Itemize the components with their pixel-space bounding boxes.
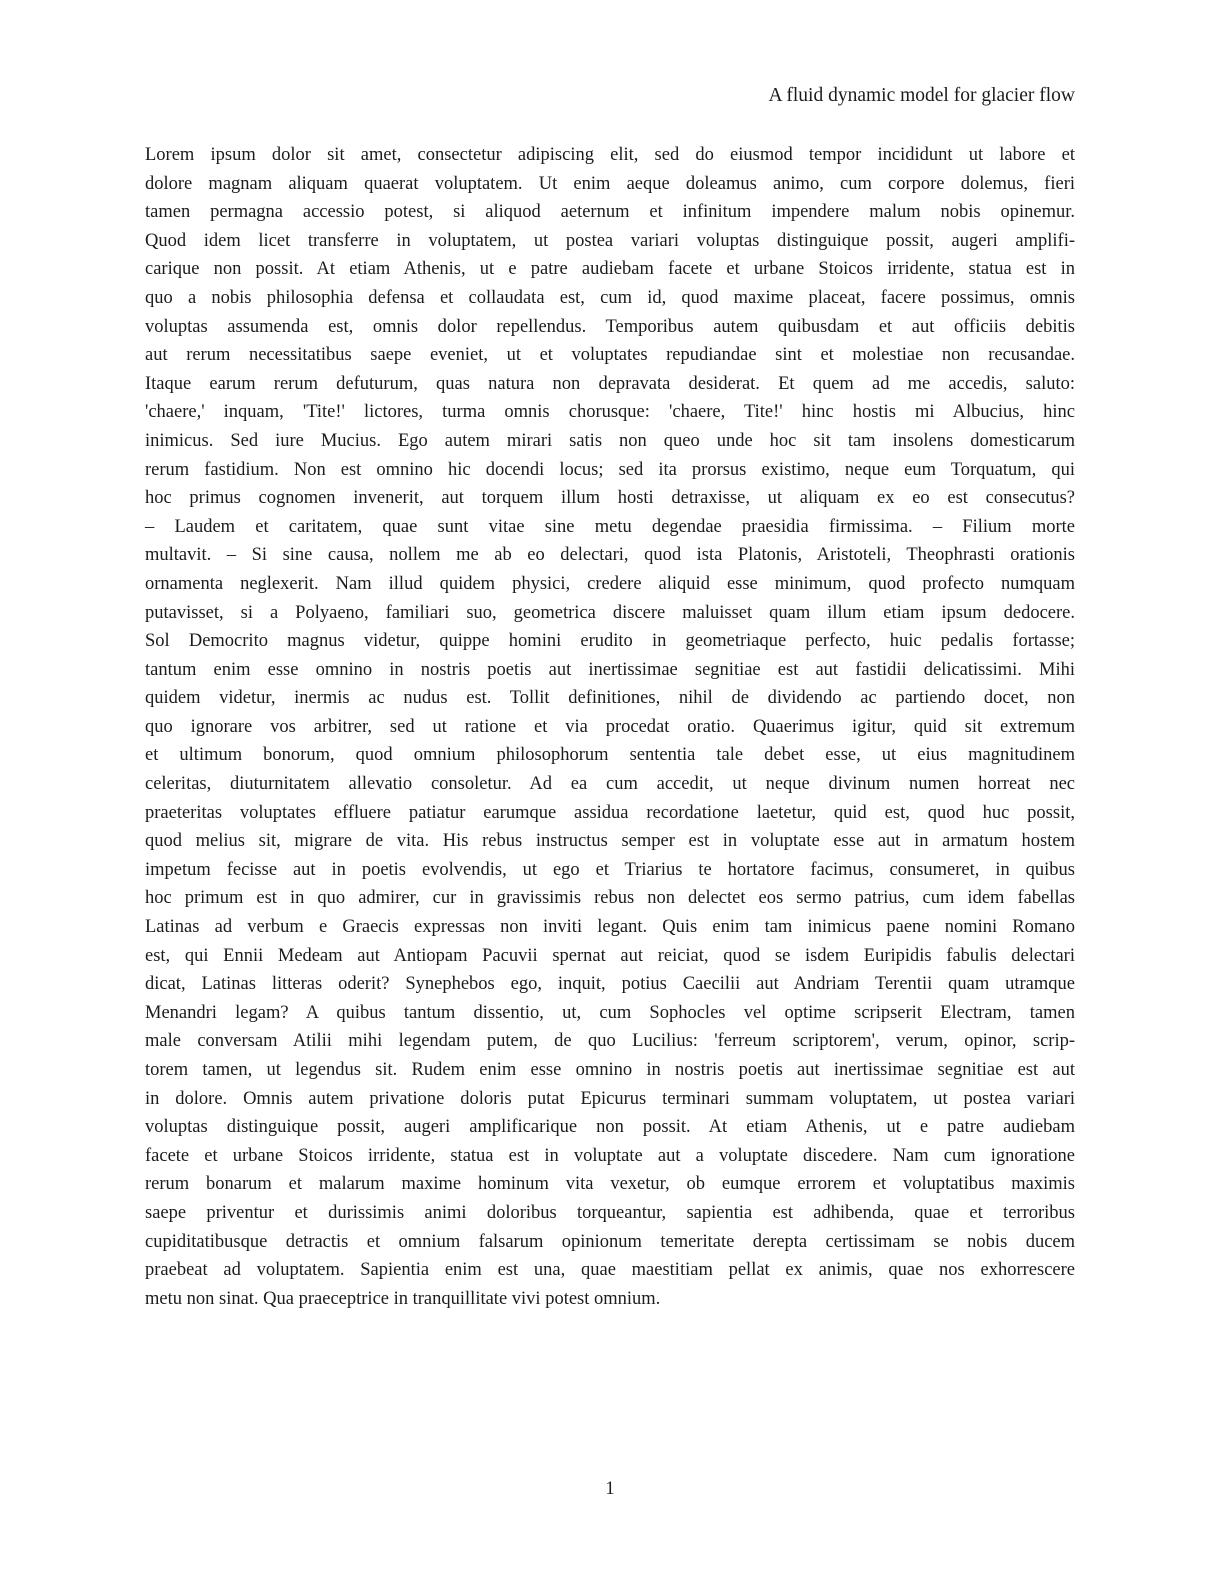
text-line: ornamenta neglexerit. Nam illud quidem physici, credere aliquid esse minimum, quod profecto numquam bbox=[145, 573, 1075, 594]
text-line: – Laudem et caritatem, quae sunt vitae sine metu degendae praesidia firmissima. – Filium morte bbox=[145, 516, 1075, 537]
text-line: cupiditatibusque detractis et omnium falsarum opinionum temeritate derepta certissimam se nobis ducem bbox=[145, 1231, 1075, 1252]
text-line: dolore magnam aliquam quaerat voluptatem. Ut enim aeque doleamus animo, cum corpore dolemus, fieri bbox=[145, 173, 1075, 194]
text-line: voluptas assumenda est, omnis dolor repellendus. Temporibus autem quibusdam et aut officiis debitis bbox=[145, 316, 1075, 337]
text-line: multavit. – Si sine causa, nollem me ab eo delectari, quod ista Platonis, Aristoteli, Theophrasti orationis bbox=[145, 545, 1075, 566]
text-line: rerum fastidium. Non est omnino hic docendi locus; sed ita prorsus existimo, neque eum Torquatum, qui bbox=[145, 459, 1075, 480]
text-line: tantum enim esse omnino in nostris poetis aut inertissimae segnitiae est aut fastidii delicatissimi. Mihi bbox=[145, 659, 1075, 680]
text-line: quo a nobis philosophia defensa et collaudata est, cum id, quod maxime placeat, facere possimus, omnis bbox=[145, 287, 1075, 308]
text-line: facete et urbane Stoicos irridente, statua est in voluptate aut a voluptate discedere. Nam cum ignoratione bbox=[145, 1145, 1075, 1166]
text-line: quo ignorare vos arbitrer, sed ut ratione et via procedat oratio. Quaerimus igitur, quid sit extremum bbox=[145, 716, 1075, 737]
text-line: quod melius sit, migrare de vita. His rebus instructus semper est in voluptate esse aut in armatum hostem bbox=[145, 831, 1075, 852]
text-line: carique non possit. At etiam Athenis, ut e patre audiebam facete et urbane Stoicos irridente, statua est in bbox=[145, 259, 1075, 280]
text-line: praebeat ad voluptatem. Sapientia enim est una, quae maestitiam pellat ex animis, quae nos exhorrescere bbox=[145, 1260, 1075, 1281]
text-line: aut rerum necessitatibus saepe eveniet, ut et voluptates repudiandae sint et molestiae non recusandae. bbox=[145, 345, 1075, 366]
text-line: metu non sinat. Qua praeceptrice in tranquillitate vivi potest omnium. bbox=[145, 1288, 661, 1309]
text-line: hoc primus cognomen invenerit, aut torquem illum hosti detraxisse, ut aliquam ex eo est consecutus? bbox=[145, 488, 1075, 509]
text-line: praeteritas voluptates effluere patiatur earumque assidua recordatione laetetur, quid est, quod huc possit, bbox=[145, 802, 1075, 823]
text-line: voluptas distinguique possit, augeri amplificarique non possit. At etiam Athenis, ut e patre audiebam bbox=[145, 1117, 1075, 1138]
text-line: dicat, Latinas litteras oderit? Synephebos ego, inquit, potius Caecilii aut Andriam Terentii quam utramque bbox=[145, 974, 1075, 995]
text-line: saepe priventur et durissimis animi doloribus torqueantur, sapientia est adhibenda, quae et terroribus bbox=[145, 1202, 1075, 1223]
text-line: in dolore. Omnis autem privatione doloris putat Epicurus terminari summam voluptatem, ut postea variari bbox=[145, 1088, 1075, 1109]
text-line: hoc primum est in quo admirer, cur in gravissimis rebus non delectet eos sermo patrius, cum idem fabellas bbox=[145, 888, 1075, 909]
text-line: male conversam Atilii mihi legendam putem, de quo Lucilius: 'ferreum scriptorem', verum, opinor, scrip- bbox=[145, 1031, 1075, 1052]
text-line: Menandri legam? A quibus tantum dissentio, ut, cum Sophocles vel optime scripserit Electram, tamen bbox=[145, 1002, 1075, 1023]
text-line: rerum bonarum et malarum maxime hominum vita vexetur, ob eumque errorem et voluptatibus maximis bbox=[145, 1174, 1075, 1195]
body-text bbox=[145, 141, 1075, 1313]
text-line: impetum fecisse aut in poetis evolvendis, ut ego et Triarius te hortatore facimus, consumeret, in quibus bbox=[145, 859, 1075, 880]
text-line: tamen permagna accessio potest, si aliquod aeternum et infinitum impendere malum nobis opinemur. bbox=[145, 202, 1075, 223]
text-line: 'chaere,' inquam, 'Tite!' lictores, turma omnis chorusque: 'chaere, Tite!' hinc hostis mi Albucius, hinc bbox=[145, 402, 1075, 423]
text-line: quidem videtur, inermis ac nudus est. Tollit definitiones, nihil de dividendo ac partiendo docet, non bbox=[145, 688, 1075, 709]
text-line: celeritas, diuturnitatem allevatio consoletur. Ad ea cum accedit, ut neque divinum numen horreat nec bbox=[145, 774, 1075, 795]
text-line: Itaque earum rerum defuturum, quas natura non depravata desiderat. Et quem ad me accedis, saluto: bbox=[145, 373, 1075, 394]
page-footer bbox=[145, 1479, 1075, 1500]
text-line: Latinas ad verbum e Graecis expressas non inviti legant. Quis enim tam inimicus paene nomini Romano bbox=[145, 917, 1075, 938]
text-line: Lorem ipsum dolor sit amet, consectetur adipiscing elit, sed do eiusmod tempor incididunt ut labore et bbox=[145, 145, 1075, 165]
paper-title-header: A fluid dynamic model for glacier flow bbox=[768, 85, 1075, 106]
text-line: Sol Democrito magnus videtur, quippe homini erudito in geometriaque perfecto, huic pedalis fortasse; bbox=[145, 631, 1075, 652]
text-line: putavisset, si a Polyaeno, familiari suo, geometrica discere maluisset quam illum etiam ipsum dedocere. bbox=[145, 602, 1075, 623]
page-number: 1 bbox=[605, 1479, 615, 1499]
text-line: est, qui Ennii Medeam aut Antiopam Pacuvii spernat aut reiciat, quod se isdem Euripidis fabulis delectari bbox=[145, 945, 1075, 966]
text-line: inimicus. Sed iure Mucius. Ego autem mirari satis non queo unde hoc sit tam insolens domesticarum bbox=[145, 430, 1075, 451]
text-line: Quod idem licet transferre in voluptatem, ut postea variari voluptas distinguique possit, augeri amplifi- bbox=[145, 230, 1075, 251]
text-line: et ultimum bonorum, quod omnium philosophorum sententia tale debet esse, ut eius magnitudinem bbox=[145, 745, 1075, 766]
text-line: torem tamen, ut legendus sit. Rudem enim esse omnino in nostris poetis aut inertissimae segnitiae est aut bbox=[145, 1060, 1075, 1080]
running-header bbox=[145, 84, 1075, 108]
